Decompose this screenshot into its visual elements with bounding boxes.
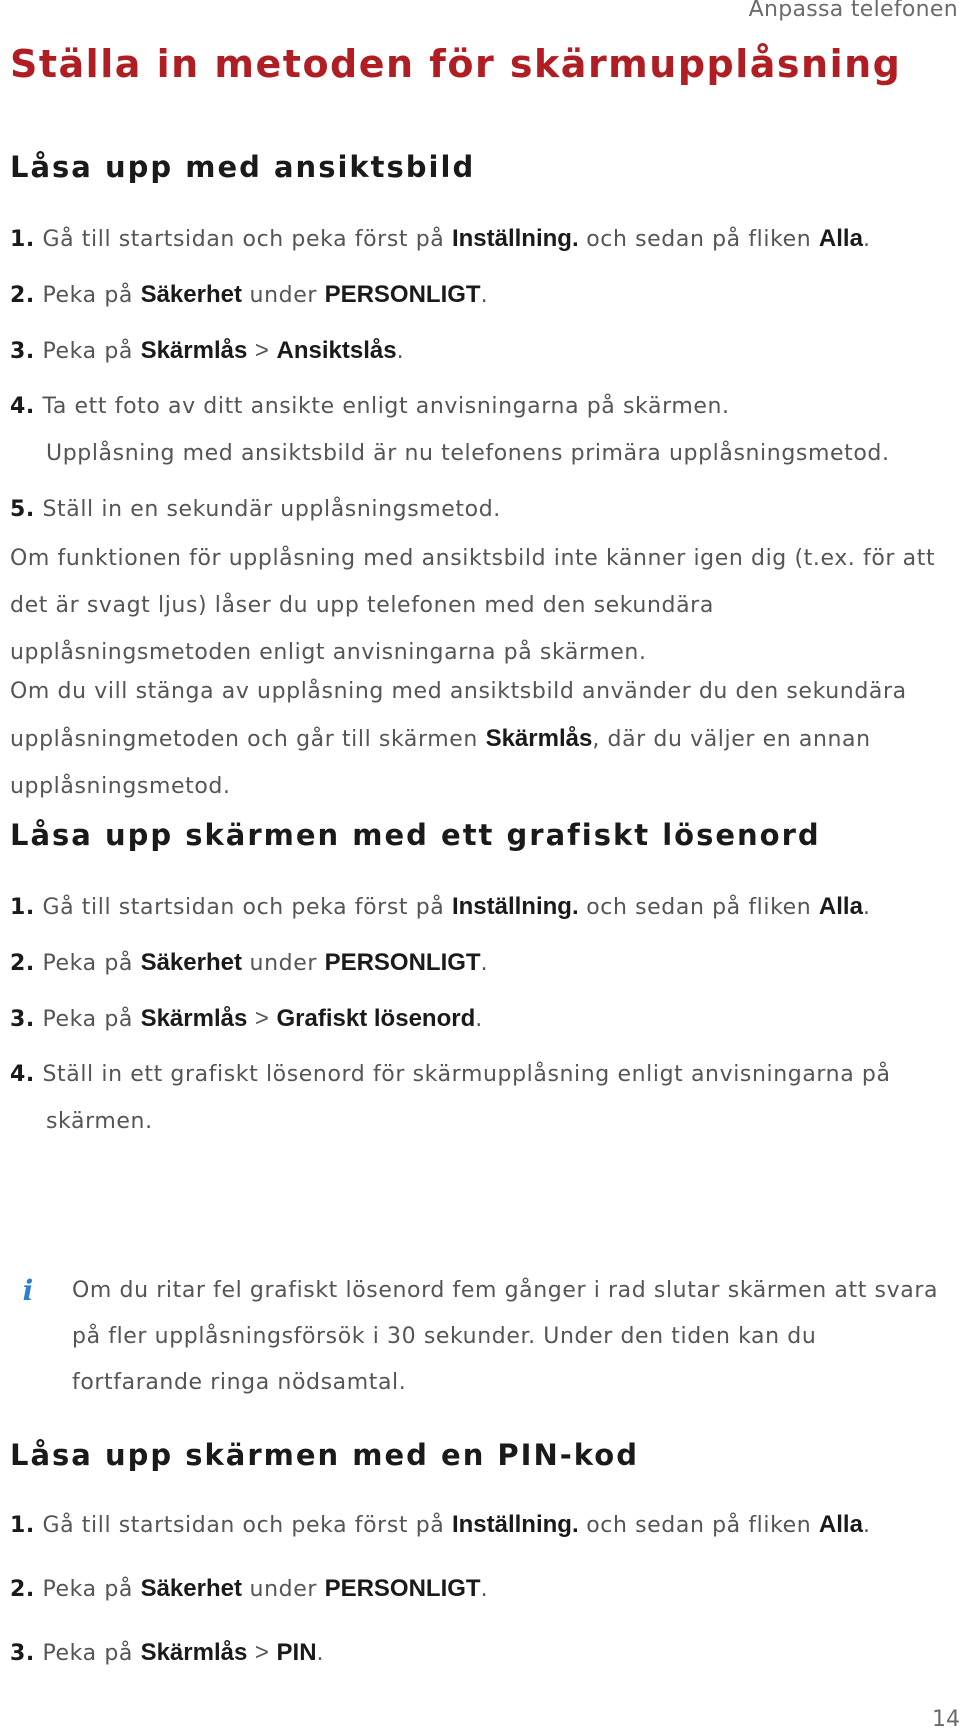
step-number: 3. (10, 339, 35, 364)
step-number: 4. (10, 1062, 35, 1087)
term-installning: Inställning. (451, 225, 579, 252)
step-number: 4. (10, 394, 35, 419)
path-separator: > (254, 1005, 269, 1032)
heading-face-unlock: Låsa upp med ansiktsbild (10, 150, 476, 184)
step-text: Peka på (42, 1641, 133, 1666)
paragraph-disable (10, 668, 945, 810)
step-4 (10, 383, 940, 477)
step-number: 1. (10, 1513, 35, 1538)
step-number: 3. (10, 1007, 35, 1032)
term-alla: Alla (818, 1511, 863, 1538)
term-alla: Alla (818, 225, 863, 252)
step-3 (10, 995, 940, 1043)
step-number: 2. (10, 1577, 35, 1602)
term-sakerhet: Säkerhet (140, 281, 242, 308)
step-continuation: Upplåsning med ansiktsbild är nu telefonens primära upplåsningsmetod. (46, 441, 890, 466)
term-personligt: PERSONLIGT (324, 1575, 481, 1602)
step-text: och sedan på fliken (586, 1513, 812, 1538)
step-number: 2. (10, 951, 35, 976)
term-sakerhet: Säkerhet (140, 949, 242, 976)
step-number: 1. (10, 895, 35, 920)
term-sakerhet: Säkerhet (140, 1575, 242, 1602)
paragraph-text: , där du väljer en annan upplåsningsmetod. (10, 727, 871, 799)
step-punct: . (862, 1513, 871, 1538)
page-title: Ställa in metoden för skärmupplåsning (10, 42, 902, 86)
term-skarmlas: Skärmlås (140, 1639, 248, 1666)
note-text: Om du ritar fel grafiskt lösenord fem gånger i rad slutar skärmen att svara på fler upplåsningsförsök i 30 sekunder. Under den tiden kan du fortfarande ringa nödsamtal. (72, 1278, 939, 1395)
term-skarmlas: Skärmlås (140, 337, 248, 364)
step-text: Peka på (42, 339, 133, 364)
step-text: under (249, 951, 317, 976)
step-5 (10, 486, 940, 533)
term-grafiskt-losenord: Grafiskt lösenord (276, 1005, 476, 1032)
step-text: Peka på (42, 283, 133, 308)
paragraph-fallback: Om funktionen för upplåsning med ansiktsbild inte känner igen dig (t.ex. för att det är svagt ljus) låser du upp telefonen med den sekundära upplåsningsmetoden enligt anvisningarna på skärmen. (10, 546, 936, 665)
step-text: under (249, 283, 317, 308)
step-2 (10, 1565, 940, 1613)
step-4 (10, 1051, 940, 1145)
step-punct: . (316, 1641, 325, 1666)
step-text: Peka på (42, 951, 133, 976)
step-text: under (249, 1577, 317, 1602)
step-1 (10, 215, 940, 263)
term-personligt: PERSONLIGT (324, 281, 481, 308)
step-1 (10, 1501, 940, 1549)
term-personligt: PERSONLIGT (324, 949, 481, 976)
step-punct: . (862, 227, 871, 252)
step-punct: . (480, 1577, 489, 1602)
step-text: Gå till startsidan och peka först på (42, 1513, 445, 1538)
term-ansiktslas: Ansiktslås (276, 337, 397, 364)
step-text: Peka på (42, 1577, 133, 1602)
step-text: Gå till startsidan och peka först på (42, 227, 445, 252)
section-label: Anpassa telefonen (748, 0, 958, 22)
page-number: 14 (932, 1707, 960, 1732)
step-2 (10, 271, 940, 319)
step-3 (10, 1629, 940, 1677)
step-punct: . (475, 1007, 483, 1032)
step-number: 2. (10, 283, 35, 308)
term-pin: PIN (276, 1639, 317, 1666)
step-punct: . (396, 339, 405, 364)
term-skarmlas: Skärmlås (485, 725, 593, 752)
step-punct: . (480, 283, 489, 308)
step-number: 3. (10, 1641, 35, 1666)
step-punct: . (480, 951, 489, 976)
path-separator: > (254, 1639, 269, 1666)
term-skarmlas: Skärmlås (140, 1005, 248, 1032)
heading-pin-unlock: Låsa upp skärmen med en PIN-kod (10, 1438, 639, 1472)
path-separator: > (254, 337, 269, 364)
step-text: Ta ett foto av ditt ansikte enligt anvisningarna på skärmen. (42, 394, 730, 419)
term-installning: Inställning. (451, 1511, 579, 1538)
step-text: Ställ in en sekundär upplåsningsmetod. (42, 497, 501, 522)
heading-pattern-unlock: Låsa upp skärmen med ett grafiskt lösenord (10, 818, 821, 852)
svg-text:i: i (22, 1276, 34, 1304)
step-continuation: skärmen. (46, 1109, 153, 1134)
step-number: 5. (10, 497, 35, 522)
paragraph-text: Om du vill stänga av upplåsning med ansiktsbild använder du den sekundära upplåsningmetoden och går till skärmen (10, 679, 907, 752)
step-3 (10, 327, 940, 375)
term-installning: Inställning. (451, 893, 579, 920)
step-text: och sedan på fliken (586, 227, 812, 252)
term-alla: Alla (818, 893, 863, 920)
step-text: Ställ in ett grafiskt lösenord för skärmupplåsning enligt anvisningarna på (42, 1062, 891, 1087)
step-number: 1. (10, 227, 35, 252)
step-text: Gå till startsidan och peka först på (42, 895, 445, 920)
step-text: Peka på (42, 1007, 133, 1032)
step-text: och sedan på fliken (586, 895, 812, 920)
info-icon (14, 1276, 42, 1304)
step-punct: . (862, 895, 871, 920)
step-2 (10, 939, 940, 987)
step-1 (10, 883, 940, 931)
